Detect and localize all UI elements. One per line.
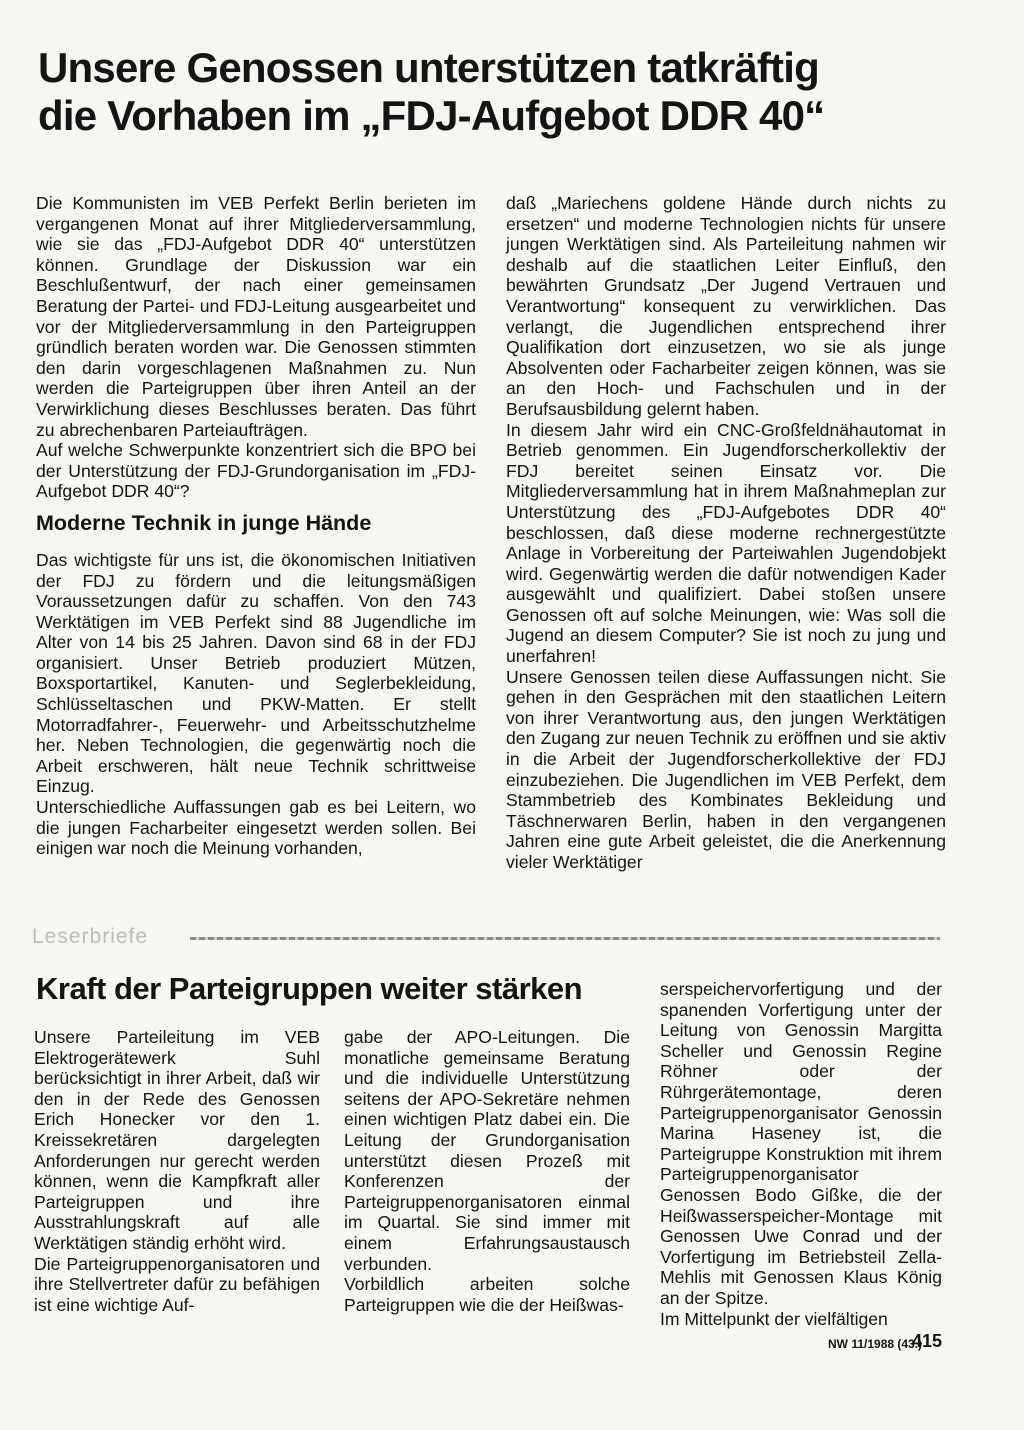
section-divider <box>190 937 940 940</box>
paragraph: gabe der APO-Leitungen. Die monatliche gemeinsame Beratung und die individuelle Unterstützung seitens der APO-Sekretäre nehmen einen wichtigen Platz dabei ein. Die Leitung der Grundorganisation unterstützt diesen Prozeß mit Konferenzen der Parteigruppenorganisatoren einmal im Quartal. Sie sind immer mit einem Erfahrungsaustausch verbunden. <box>344 1027 630 1274</box>
paragraph: Auf welche Schwerpunkte konzentriert sich die BPO bei der Unterstützung der FDJ-Grundorganisation im „FDJ-Aufgebot DDR 40“? <box>36 440 476 502</box>
article2-column-1 <box>34 1027 320 1315</box>
paragraph: Unsere Parteileitung im VEB Elektrogerätewerk Suhl berücksichtigt in ihrer Arbeit, daß wir den in der Rede des Genossen Erich Honecker vor den 1. Kreissekretären dargelegten Anforderungen nur gerecht werden können, wenn die Kampfkraft aller Parteigruppen und ihre Ausstrahlungskraft auf alle Werktätigen ständig erhöht wird. <box>34 1027 320 1253</box>
issue-reference: NW 11/1988 (43.) <box>828 1337 923 1351</box>
section-label: Leserbriefe <box>32 925 149 948</box>
paragraph: Das wichtigste für uns ist, die ökonomischen Initiativen der FDJ zu fördern und die leitungsmäßigen Voraussetzungen dafür zu schaffen. Von den 743 Werktätigen im VEB Perfekt sind 88 Jugendliche im Alter von 14 bis 25 Jahren. Davon sind 68 in der FDJ organisiert. Unser Betrieb produziert Mützen, Boxsportartikel, Kanuten- und Seglerbekleidung, Schlüsseltaschen und PKW-Matten. Er stellt Motorradfahrer-, Feuerwehr- und Arbeitsschutzhelme her. Neben Technologien, die gegenwärtig noch die Arbeit erschweren, hält neue Technik schrittweise Einzug. <box>36 549 476 797</box>
headline-line-1: Unsere Genossen unterstützen tatkräftig <box>38 44 819 91</box>
subheading: Moderne Technik in junge Hände <box>36 510 372 535</box>
page-number: 415 <box>912 1331 943 1351</box>
paragraph: Die Kommunisten im VEB Perfekt Berlin berieten im vergangenen Monat auf ihrer Mitgliederversammlung, wie sie das „FDJ-Aufgebot DDR 40“ unterstützen können. Grundlage der Diskussion war ein Beschlußentwurf, der nach einer gemeinsamen Beratung der Partei- und FDJ-Leitung ausgearbeitet und vor der Mitgliederversammlung in den Parteigruppen gründlich beraten worden war. Die Genossen stimmten den darin vorgeschlagenen Maßnahmen zu. Nun werden die Parteigruppen über ihren Anteil an der Verwirklichung dieses Beschlusses beraten. Das führt zu abrechenbaren Parteiaufträgen. <box>36 193 476 440</box>
letter-headline: Kraft der Parteigruppen weiter stärken <box>36 971 583 1006</box>
paragraph: Im Mittelpunkt der vielfältigen <box>660 1308 888 1329</box>
paragraph: daß „Mariechens goldene Hände durch nichts zu ersetzen“ und moderne Technologien nichts für unsere jungen Werktätigen sind. Als Parteileitung nahmen wir deshalb auf die staatlichen Leiter Einfluß, den bewährten Grundsatz „Der Jugend Vertrauen und Verantwortung“ konsequent zu verwirklichen. Das verlangt, die Jugendlichen entsprechend ihrer Qualifikation dort einzusetzen, wo sie als junge Absolventen oder Facharbeiter zeigen können, was sie an den Hoch- und Fachschulen und in der Berufsausbildung gelernt haben. <box>506 193 946 419</box>
paragraph: serspeichervorfertigung und der spanenden Vorfertigung unter der Leitung von Genossin Margitta Scheller und Genossin Regine Röhner oder der Rührgerätemontage, deren Parteigruppenorganisator Genossin Marina Haseney ist, die Parteigruppe Konstruktion mit ihrem Parteigruppenorganisator Genossen Bodo Gißke, die der Heißwasserspeicher-Montage mit Genossen Uwe Conrad und der Vorfertigung im Betriebsteil Zella-Mehlis mit Genossen Klaus König an der Spitze. <box>660 979 942 1308</box>
paragraph: In diesem Jahr wird ein CNC-Großfeldnähautomat in Betrieb genommen. Ein Jugendforscherkollektiv der FDJ bereitet seinen Einsatz vor. Die Mitgliederversammlung hat in ihrem Maßnahmeplan zur Unterstützung des „FDJ-Aufgebotes DDR 40“ beschlossen, daß diese moderne rechnergestützte Anlage in Vorbereitung der Parteiwahlen Jugendobjekt wird. Gegenwärtig werden die dafür notwendigen Kader ausgewählt und qualifiziert. Dabei stoßen unsere Genossen oft auf solche Meinungen, wie: Was soll die Jugend an diesem Computer? Sie ist noch zu jung und unerfahren! <box>506 419 946 667</box>
headline-line-2: die Vorhaben im „FDJ-Aufgebot DDR 40“ <box>38 92 825 139</box>
paragraph: Unterschiedliche Auffassungen gab es bei Leitern, wo die jungen Facharbeiter eingesetzt werden sollen. Bei einigen war noch die Meinung vorhanden, <box>36 797 476 859</box>
paragraph: Vorbildlich arbeiten solche Parteigruppen wie die der Heißwas- <box>344 1274 630 1315</box>
article1-column-2 <box>506 193 946 873</box>
article2-column-2 <box>344 1027 630 1315</box>
article1-column-1 <box>36 193 476 859</box>
article2-column-3 <box>660 979 942 1329</box>
article-headline <box>38 44 938 140</box>
paragraph: Die Parteigruppenorganisatoren und ihre Stellvertreter dafür zu befähigen ist eine wichtige Auf- <box>34 1253 320 1315</box>
paragraph: Unsere Genossen teilen diese Auffassungen nicht. Sie gehen in den Gesprächen mit den staatlichen Leitern von ihrer Verantwortung aus, den jungen Werktätigen den Zugang zur neuen Technik zu eröffnen und sie aktiv in die Arbeit der Jugendforscherkollektive der FDJ einzubeziehen. Die Jugendlichen im VEB Perfekt, dem Stammbetrieb des Kombinates Bekleidung und Täschnerwaren Berlin, haben in den vergangenen Jahren eine gute Arbeit geleistet, die die Anerkennung vieler Werktätiger <box>506 666 946 872</box>
